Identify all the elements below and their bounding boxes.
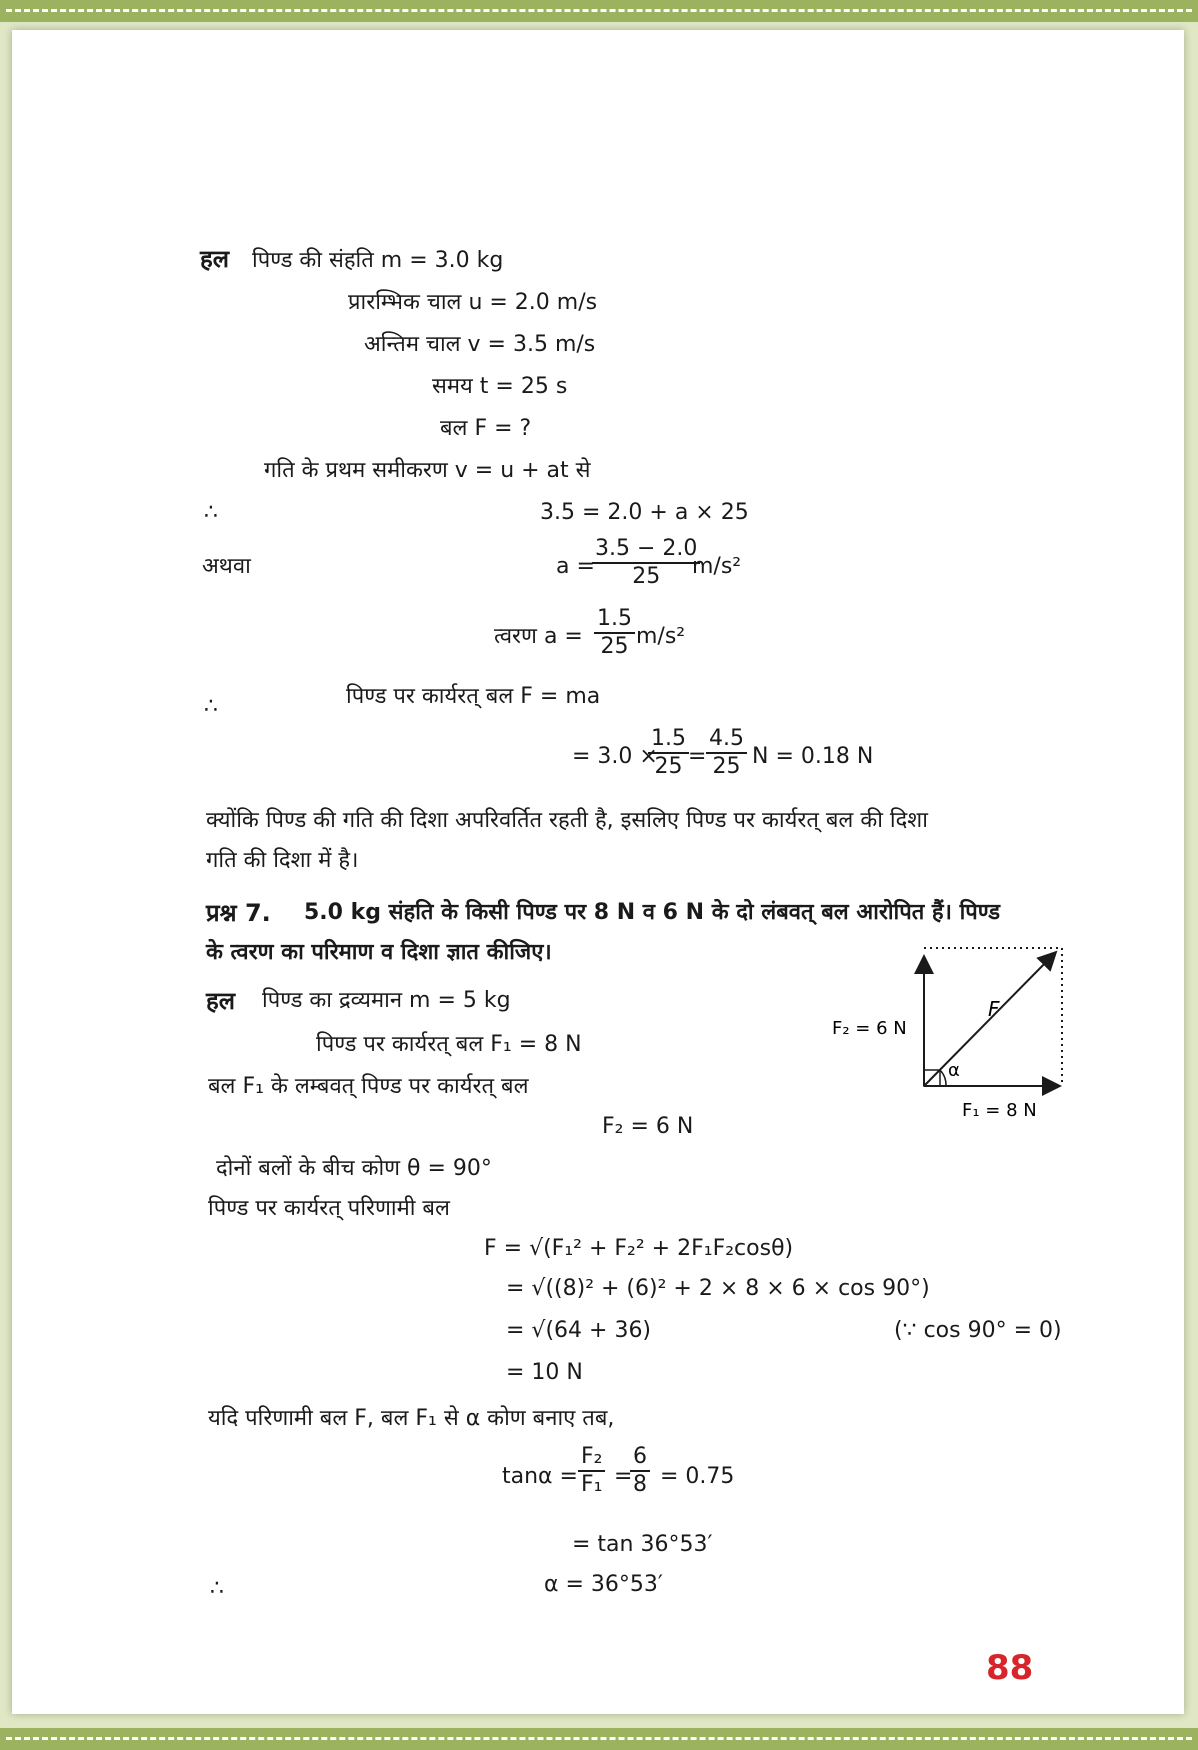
fraction-tan-numbers <box>630 1444 650 1498</box>
final-speed: अन्तिम चाल v = 3.5 m/s <box>364 332 596 357</box>
tan-suffix: = 0.75 <box>660 1464 735 1489</box>
f1-label: F₁ = 8 N <box>962 1100 1037 1121</box>
mass-line-2: पिण्ड का द्रव्यमान m = 5 kg <box>262 988 511 1013</box>
therefore-symbol: ∴ <box>204 694 218 719</box>
fraction-numerator: 6 <box>630 1444 650 1472</box>
angle-line: दोनों बलों के बीच कोण θ = 90° <box>216 1156 492 1181</box>
conclusion-line-2: गति की दिशा में है। <box>206 848 359 873</box>
tan-value: = tan 36°53′ <box>572 1532 713 1557</box>
resultant-label: F <box>988 997 1000 1021</box>
fraction-force-1 <box>648 726 689 780</box>
fraction-tan-forces <box>578 1444 605 1498</box>
force-vector-diagram <box>812 940 1072 1140</box>
fraction-numerator: 3.5 − 2.0 <box>592 536 700 564</box>
a-unit: m/s² <box>692 554 742 579</box>
mass-line: पिण्ड की संहति m = 3.0 kg <box>252 248 504 273</box>
question-text-2: के त्वरण का परिमाण व दिशा ज्ञात कीजिए। <box>206 940 552 965</box>
tan-prefix: tanα = <box>502 1464 578 1489</box>
tan-mid: = <box>614 1464 633 1489</box>
force-line: पिण्ड पर कार्यरत् बल F = ma <box>346 684 601 709</box>
force-question: बल F = ? <box>440 416 532 441</box>
time-line: समय t = 25 s <box>432 374 568 399</box>
if-line: यदि परिणामी बल F, बल F₁ से α कोण बनाए तब, <box>208 1406 615 1431</box>
fraction-a <box>592 536 700 590</box>
equation-b: = √((8)² + (6)² + 2 × 8 × 6 × cos 90°) <box>506 1276 930 1301</box>
initial-speed: प्रारम्भिक चाल u = 2.0 m/s <box>348 290 598 315</box>
first-equation-line: गति के प्रथम समीकरण v = u + at से <box>264 458 591 483</box>
therefore-symbol: ∴ <box>210 1576 224 1601</box>
fraction-denominator: F₁ <box>581 1472 603 1497</box>
fraction-denominator: 25 <box>712 754 741 779</box>
question-label: प्रश्न 7. <box>206 899 271 927</box>
equation-1: 3.5 = 2.0 + a × 25 <box>540 500 749 525</box>
page-sheet <box>12 30 1184 1714</box>
top-border <box>0 0 1198 22</box>
page-number: 88 <box>986 1648 1034 1688</box>
equation-c: = √(64 + 36) <box>506 1318 652 1343</box>
accel-unit: m/s² <box>636 624 686 649</box>
resultant-line: पिण्ड पर कार्यरत् परिणामी बल <box>208 1196 450 1221</box>
force-eq-suffix: N = 0.18 N <box>752 744 874 769</box>
equation-c-note: (∵ cos 90° = 0) <box>894 1318 1062 1343</box>
fraction-numerator: 4.5 <box>706 726 747 754</box>
accel-label: त्वरण a = <box>494 624 583 649</box>
fraction-numerator: 1.5 <box>648 726 689 754</box>
force-eq-prefix: = 3.0 × <box>572 744 658 769</box>
perpendicular-line: बल F₁ के लम्बवत् पिण्ड पर कार्यरत् बल <box>208 1074 529 1099</box>
f2-line: F₂ = 6 N <box>602 1114 694 1139</box>
fraction-force-2 <box>706 726 747 780</box>
fraction-denominator: 25 <box>600 634 629 659</box>
question-text-1: 5.0 kg संहति के किसी पिण्ड पर 8 N व 6 N के दो लंबवत् बल आरोपित हैं। पिण्ड <box>304 900 1001 925</box>
f2-label: F₂ = 6 N <box>832 1018 907 1039</box>
fraction-numerator: F₂ <box>578 1444 605 1472</box>
fraction-denominator: 25 <box>654 754 683 779</box>
alpha-value: α = 36°53′ <box>544 1572 663 1597</box>
fraction-numerator: 1.5 <box>594 606 635 634</box>
hal-label: हल <box>200 245 230 273</box>
force-eq-mid: = <box>688 744 707 769</box>
a-equals: a = <box>556 554 595 579</box>
therefore-symbol: ∴ <box>204 500 218 525</box>
fraction-denominator: 8 <box>633 1472 647 1497</box>
bottom-border <box>0 1728 1198 1750</box>
equation-a: F = √(F₁² + F₂² + 2F₁F₂cosθ) <box>484 1236 794 1261</box>
f1-line: पिण्ड पर कार्यरत् बल F₁ = 8 N <box>316 1032 582 1057</box>
conclusion-line-1: क्योंकि पिण्ड की गति की दिशा अपरिवर्तित रहती है, इसलिए पिण्ड पर कार्यरत् बल की दिशा <box>206 808 928 833</box>
equation-d: = 10 N <box>506 1360 583 1385</box>
hal-label: हल <box>206 987 236 1015</box>
alpha-arc <box>940 1070 946 1086</box>
fraction-denominator: 25 <box>632 564 661 589</box>
fraction-accel <box>594 606 635 660</box>
alpha-label: α <box>948 1060 960 1081</box>
athva-label: अथवा <box>202 554 251 579</box>
